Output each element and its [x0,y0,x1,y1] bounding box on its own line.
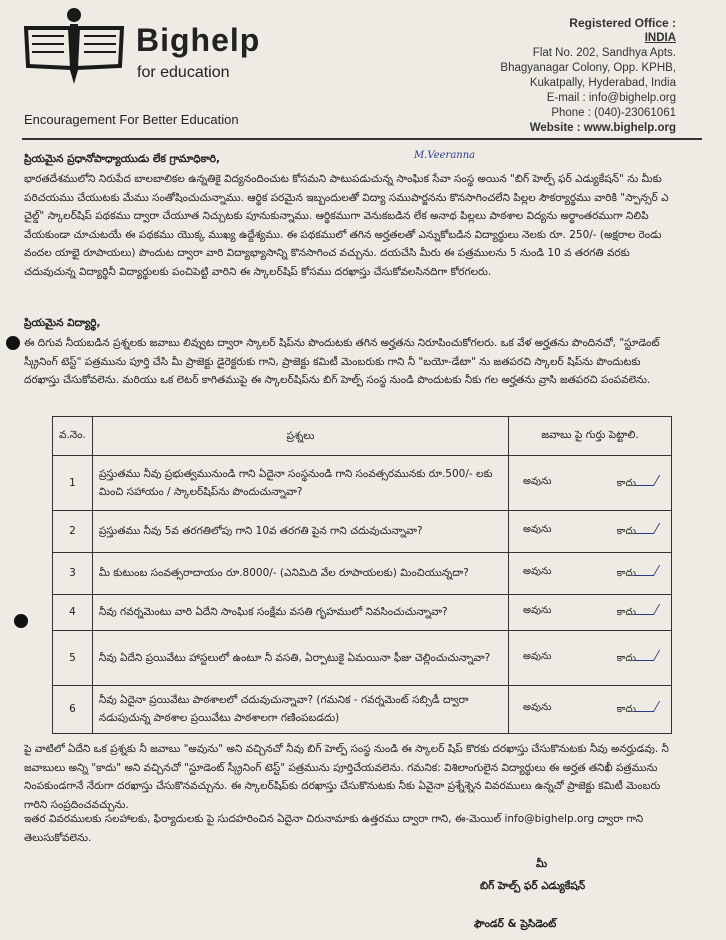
row-number: 2 [53,510,93,552]
instructions-paragraph: ఈ దిగువ నీయబడిన ప్రశ్నలకు జవాబు లివ్వుట ద్వారా స్కాలర్ షిప్‌ను పొందుటకు తగిన అర్హతను నిరూపించుకోగలరు. ఒక వేళ అర్హతను పొందినచో, "స్టూడెంట్ స్క్రీనింగ్ టెస్ట్" పత్రమును పూర్తి చేసి మీ ప్రాజెక్టు డైరెక్టరుకు గాని, ప్రాజెక్టు కమిటీ మెంబరుకు గాని నీ "బయో-డేటా" ను జతపరచి స్కాలర్ షిప్‌ను పొందుటకు దరఖాస్తు చేసుకోవలెను. మరియు ఒక లెటర్ కాగితముపై ఈ స్కాలర్‌షిప్‌ను బిగ్ హెల్ప్ సంస్థ నుండి పొందుటకు నీకు గల అర్హతను వ్రాసి జతపరచి పంపవలెను. [24,337,660,386]
intro-paragraph: భారతదేశములోని నిరుపేద బాలబాలికల ఉన్నతికై విద్యనందించుట కోసమని పాటుపడుచున్న సాంఘిక సేవా సంస్థ అయిన "బిగ్ హెల్ప్ ఫర్ ఎడ్యుకేషన్" ను మీకు పరిచయము చేయుటకు మేము సంతోషించుచున్నాము. ఆర్థిక పరమైన ఇబ్బందులతో విద్యా సముపార్జనను కొనసాగించలేని పిల్లల సౌకర్యార్థము వారికి "స్పాన్సర్ ఎ చైల్డ్" స్కాలర్‌షిప్ పథకము ద్వారా చేయూత నిచ్చుటకు పూనుకున్నాము. ఆర్థికముగా వెనుకబడిన లేక అనాథ పిల్లలు పాఠశాల విద్యను అర్థాంతరముగా నిలిపి వేయకుండా చూచుటయే ఈ పథకము యొక్క ముఖ్య ఉద్దేశ్యము. ఈ పథకములో తగిన అర్హతలతో ఎన్నుకోబడిన విద్యార్థులు నెలకు రూ. 250/- (అక్షరాల రెండు వందల యాభై రూపాయలు) పొందుట ద్వారా వారి విద్యాభ్యాసాన్ని కొనసాగించ వచ్చును. దయచేసి మీరు ఈ పత్రములను 5 నుండి 10 వ తరగతి వరకు చదువుచున్న విద్యార్థినీ విద్యార్థులకు పంచిపెట్టి వారిని ఈ స్కాలర్‌షిప్ కోసము దరఖాస్తు చేసుకోవలసినదిగా కోరగలరు. [24,173,669,278]
table-row [53,456,672,511]
row-question: ప్రస్తుతము నీవు ప్రభుత్వమునుండి గాని ఏదైనా సంస్థనుండి గాని సంవత్సరమునకు రూ.500/- లకు మించి సహాయం / స్కాలర్‌షిప్‌ను పొందుచున్నావా? [92,456,508,511]
answer-yes-option[interactable]: అవును [523,475,552,487]
note-paragraph: పై వాటిలో ఏదేని ఒక ప్రశ్నకు నీ జవాబు "అవును" అని వచ్చినచో నీవు బిగ్ హెల్ప్ సంస్థ నుండి ఈ స్కాలర్ షిప్ కొరకు దరఖాస్తు చేసుకొనుటకు నీవు అనర్హుడవు. నీ జవాబులు అన్ని "కాదు" అని వచ్చినచో "స్టూడెంట్ స్క్రీనింగ్ టెస్ట్" పత్రమును పూర్తిచేయవలెను. గమనిక: విశిలాంగులైన విద్యార్థులు ఈ అర్హత తనిఖీ పత్రమును నింపకుండగానే నేరుగా దరఖాస్తు చేసుకొనవచ్చును. ఈ స్కాలర్‌షిప్‌కు దరఖాస్తు చేసుకొనుటకు నీకు ఏవైనా ప్రశ్నేశ్నెన వివరములు ఉన్నచో ప్రాజెక్టు కమిటీ మెంబరు గారిని సంప్రదించవచ్చును. [24,743,669,811]
row-question: నీవు ఏదైనా ప్రయివేటు పాఠశాలలో చదువుచున్నావా? (గమనిక - గవర్నమెంట్ సబ్సిడీ ద్వారా నడుపుచున్న పాఠశాల ప్రయివేటు పాఠశాలగా గణింపబడదు) [92,685,508,733]
office-title: Registered Office : [569,16,676,30]
answer-yes-option[interactable]: అవును [523,605,552,617]
table-row [53,594,672,630]
answer-no-label: కాదు [616,477,636,489]
row-number: 1 [53,456,93,511]
row-question: మీ కుటుంబ సంవత్సరాదాయం రూ.8000/- (ఎనిమిది వేల రూపాయలకు) మించియున్నదా? [92,552,508,594]
answer-no-label: కాదు [616,704,636,716]
row-number: 6 [53,685,93,733]
answer-yes-option[interactable]: అవును [523,566,552,578]
row-answer-cell [509,594,672,630]
signature-org: బిగ్ హెల్ప్ ఫర్ ఎడ్యుకేషన్ [480,880,586,892]
table-row [53,510,672,552]
header-answer: జవాబు పై గుర్తు పెట్టాలి. [509,417,672,456]
answer-no-label: కాదు [616,607,636,619]
office-address-line: Bhagyanagar Colony, Opp. KPHB, [500,62,676,74]
answer-options [515,475,665,491]
answer-no-option[interactable] [617,565,657,581]
answer-no-label: కాదు [616,526,636,538]
row-number: 3 [53,552,93,594]
answer-no-option[interactable] [617,650,657,666]
office-email: E-mail : info@bighelp.org [546,92,676,104]
row-number: 4 [53,594,93,630]
row-question: నీవు ఏదేని ప్రయివేటు హాస్టలులో ఉంటూ నీ వసతి, ఏర్పాటుకై ఏమయినా ఫీజు చెల్లించుచున్నావా? [92,630,508,685]
punch-hole [14,614,28,628]
bighelp-logo [22,6,132,88]
punch-hole [6,336,20,350]
office-phone: Phone : (040)-23061061 [551,107,676,119]
answer-options [515,701,665,717]
brand-name: Bighelp [136,22,261,58]
answer-options [515,523,665,539]
row-answer-cell [509,456,672,511]
header-questions: ప్రశ్నలు [92,417,508,456]
tagline: Encouragement For Better Education [24,112,239,127]
eligibility-table [52,416,672,734]
answer-yes-option[interactable]: అవును [523,702,552,714]
table-row [53,685,672,733]
answer-no-option[interactable] [617,701,657,717]
check-mark-icon [635,604,660,615]
office-website: Website : www.bighelp.org [529,122,676,134]
table-header-row [53,417,672,456]
check-mark-icon [635,523,660,534]
check-mark-icon [635,701,660,712]
answer-no-option[interactable] [617,604,657,620]
check-mark-icon [635,475,660,486]
brand-subtitle: for education [137,64,230,81]
table-row [53,552,672,594]
check-mark-icon [635,565,660,576]
signature-yours: మీ [536,858,548,870]
answer-no-label: కాదు [616,652,636,664]
answer-no-label: కాదు [616,568,636,580]
row-number: 5 [53,630,93,685]
header-serial: వ.నెం. [53,417,93,456]
answer-no-option[interactable] [617,523,657,539]
answer-no-option[interactable] [617,475,657,491]
answer-options [515,565,665,581]
row-question: ప్రస్తుతము నీవు 5వ తరగతిలోపు గాని 10వ తరగతి పైన గాని చదువుచున్నావా? [92,510,508,552]
row-answer-cell [509,685,672,733]
row-answer-cell [509,630,672,685]
contact-paragraph: ఇతర వివరములకు సలహాలకు, ఫిర్యాదులకు పై సుదహరించిన ఏదైనా చిరునామాకు ఉత్తరము ద్వారా గాని, ఈ-మెయిల్ info@bighelp.org ద్వారా గాని తెలుసుకోవలెను. [24,813,644,844]
answer-yes-option[interactable]: అవును [523,524,552,536]
answer-options [515,604,665,620]
answer-yes-option[interactable]: అవును [523,650,552,662]
row-answer-cell [509,510,672,552]
handwritten-note: M.Veeranna [414,150,476,161]
answer-options [515,650,665,666]
office-address-line: Kukatpally, Hyderabad, India [529,77,676,89]
office-address-line: Flat No. 202, Sandhya Apts. [532,47,676,59]
signature-role: ఫౌండర్ & ప్రెసిడెంట్ [474,918,557,930]
salutation: ప్రియమైన ప్రధానోపాధ్యాయుడు లేక గ్రామాధికారి, [24,153,221,165]
table-row [53,630,672,685]
row-answer-cell [509,552,672,594]
registered-office [500,16,676,136]
check-mark-icon [635,650,660,661]
office-country: INDIA [644,32,676,44]
row-question: నీవు గవర్నమెంటు వారి ఏదేని సాంఘిక సంక్షేమ వసతి గృహములో నివసించుచున్నావా? [92,594,508,630]
header-divider [22,138,702,140]
student-salutation: ప్రియమైన విద్యార్థి, [24,317,101,329]
